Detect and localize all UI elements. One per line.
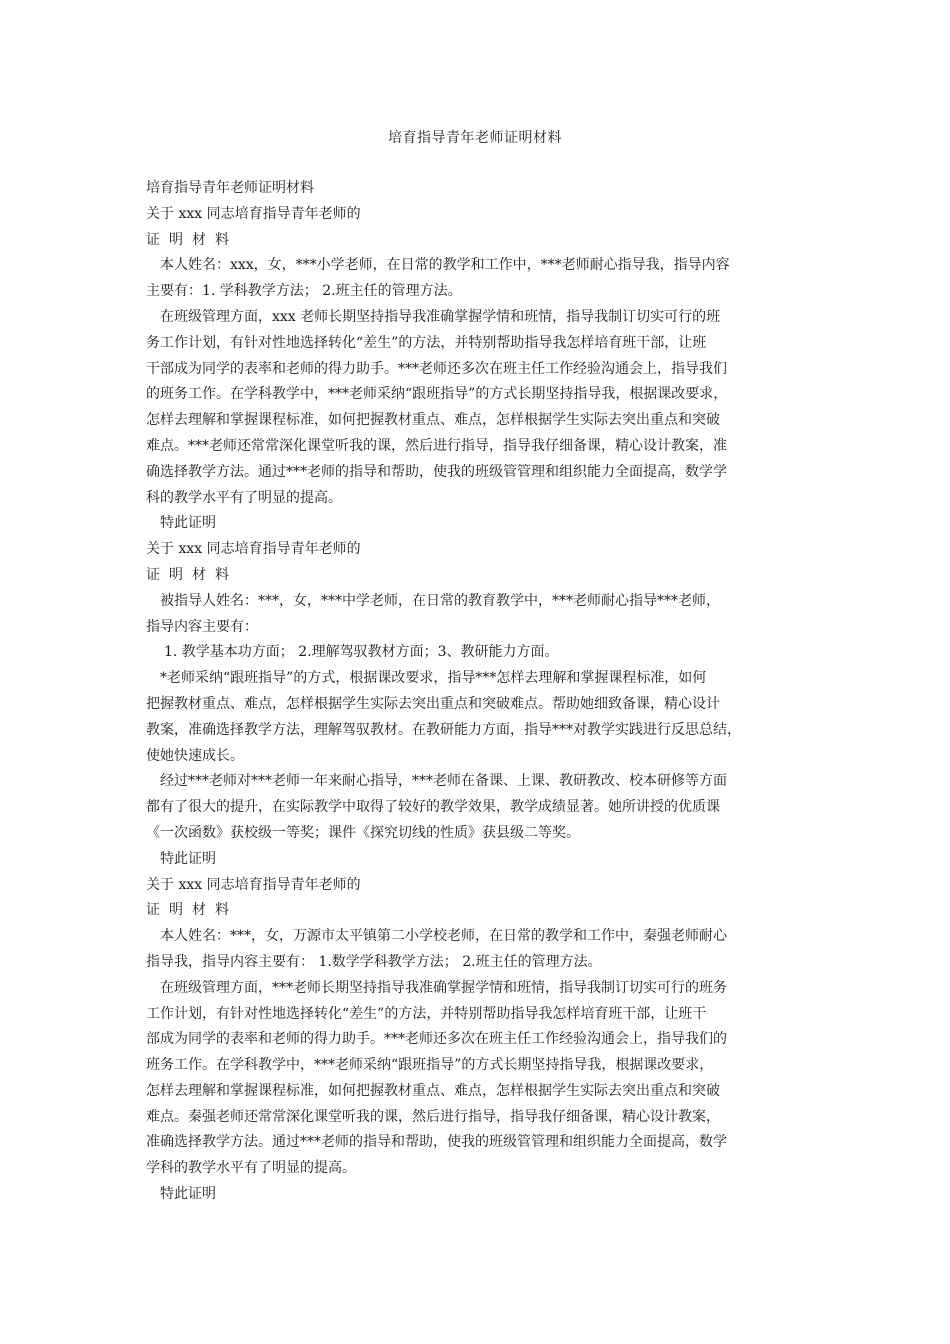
text-line: 证明材料 xyxy=(146,902,238,919)
text-line: 关于 xxx 同志培育指导青年老师的 xyxy=(146,541,361,558)
text-line: 特此证明 xyxy=(160,1186,216,1203)
text-line: 难点。秦强老师还常常深化课堂听我的课，然后进行指导，指导我仔细备课，精心设计教案， xyxy=(146,1108,720,1125)
text-line: 务工作计划，有针对性地选择转化“差生”的方法，并特别帮助指导我怎样培育班干部，让班 xyxy=(146,334,707,351)
text-line: 关于 xxx 同志培育指导青年老师的 xyxy=(146,205,361,222)
text-line: 怎样去理解和掌握课程标准，如何把握教材重点、难点，怎样根据学生实际去突出重点和突破 xyxy=(146,412,720,429)
text-line: 特此证明 xyxy=(160,515,216,532)
document-body xyxy=(146,176,822,1208)
text-line: 部成为同学的表率和老师的得力助手。***老师还多次在班主任工作经验沟通会上，指导我们的 xyxy=(146,1031,727,1048)
text-line: 在班级管理方面，***老师长期坚持指导我准确掌握学情和班情，指导我制订切实可行的班务 xyxy=(160,979,727,996)
text-line: 使她快速成长。 xyxy=(146,747,244,764)
text-line: 关于 xxx 同志培育指导青年老师的 xyxy=(146,876,361,893)
text-line: *老师采纳“跟班指导”的方式，根据课改要求，指导***怎样去理解和掌握课程标准，如何 xyxy=(160,670,707,687)
text-line: 准确选择教学方法。通过***老师的指导和帮助，使我的班级管管理和组织能力全面提高，数学 xyxy=(146,1134,727,1151)
text-line: 都有了很大的提升，在实际教学中取得了较好的教学效果，教学成绩显著。她所讲授的优质课 xyxy=(146,799,720,816)
text-line: 主要有：1. 学科教学方法； 2.班主任的管理方法。 xyxy=(146,283,462,300)
text-line: 特此证明 xyxy=(160,850,216,867)
text-line: 学科的教学水平有了明显的提高。 xyxy=(146,1160,356,1177)
text-line: 科的教学水平有了明显的提高。 xyxy=(146,489,342,506)
text-line: 的班务工作。在学科教学中，***老师采纳“跟班指导”的方式长期坚持指导我，根据课改要求， xyxy=(146,386,728,403)
text-line: 本人姓名：***，女，万源市太平镇第二小学校老师，在日常的教学和工作中，秦强老师耐心 xyxy=(160,928,727,945)
text-line: 怎样去理解和掌握课程标准，如何把握教材重点、难点，怎样根据学生实际去突出重点和突破 xyxy=(146,1082,720,1099)
text-line: 工作计划，有针对性地选择转化“差生”的方法，并特别帮助指导我怎样培育班干部，让班干 xyxy=(146,1005,707,1022)
text-line: 培育指导青年老师证明材料 xyxy=(146,180,314,196)
text-line: 班务工作。在学科教学中，***老师采纳“跟班指导”的方式长期坚持指导我，根据课改要求， xyxy=(146,1057,714,1074)
text-line: 难点。***老师还常常深化课堂听我的课，然后进行指导，指导我仔细备课，精心设计教案，准 xyxy=(146,437,727,454)
text-line: 在班级管理方面，xxx 老师长期坚持指导我准确掌握学情和班情，指导我制订切实可行的班 xyxy=(160,308,721,325)
text-line: 《一次函数》获校级一等奖；课件《探究切线的性质》获县级二等奖。 xyxy=(146,824,580,841)
text-line: 本人姓名：xxx，女，***小学老师，在日常的教学和工作中，***老师耐心指导我，指导内容 xyxy=(160,257,730,274)
text-line: 经过***老师对***老师一年来耐心指导，***老师在备课、上课、教研教改、校本研修等方面 xyxy=(160,773,727,790)
text-line: 被指导人姓名：***，女，***中学老师，在日常的教育教学中，***老师耐心指导***老师， xyxy=(160,592,720,609)
text-line: 1. 教学基本功方面； 2.理解驾驭教材方面；3、教研能力方面。 xyxy=(164,644,559,661)
text-line: 确选择教学方法。通过***老师的指导和帮助，使我的班级管管理和组织能力全面提高，数学学 xyxy=(146,463,727,480)
document-title: 培育指导青年老师证明材料 xyxy=(388,130,562,146)
text-line: 把握教材重点、难点，怎样根据学生实际去突出重点和突破难点。帮助她细致备课，精心设计 xyxy=(146,695,720,712)
text-line: 指导我，指导内容主要有： 1.数学学科教学方法； 2.班主任的管理方法。 xyxy=(146,953,602,970)
text-line: 指导内容主要有： xyxy=(146,618,258,635)
text-line: 证明材料 xyxy=(146,231,238,248)
text-line: 证明材料 xyxy=(146,566,238,583)
text-line: 干部成为同学的表率和老师的得力助手。***老师还多次在班主任工作经验沟通会上，指导我们 xyxy=(146,360,727,377)
text-line: 教案，准确选择教学方法，理解驾驭教材。在教研能力方面，指导***对教学实践进行反思总结， xyxy=(146,721,741,738)
